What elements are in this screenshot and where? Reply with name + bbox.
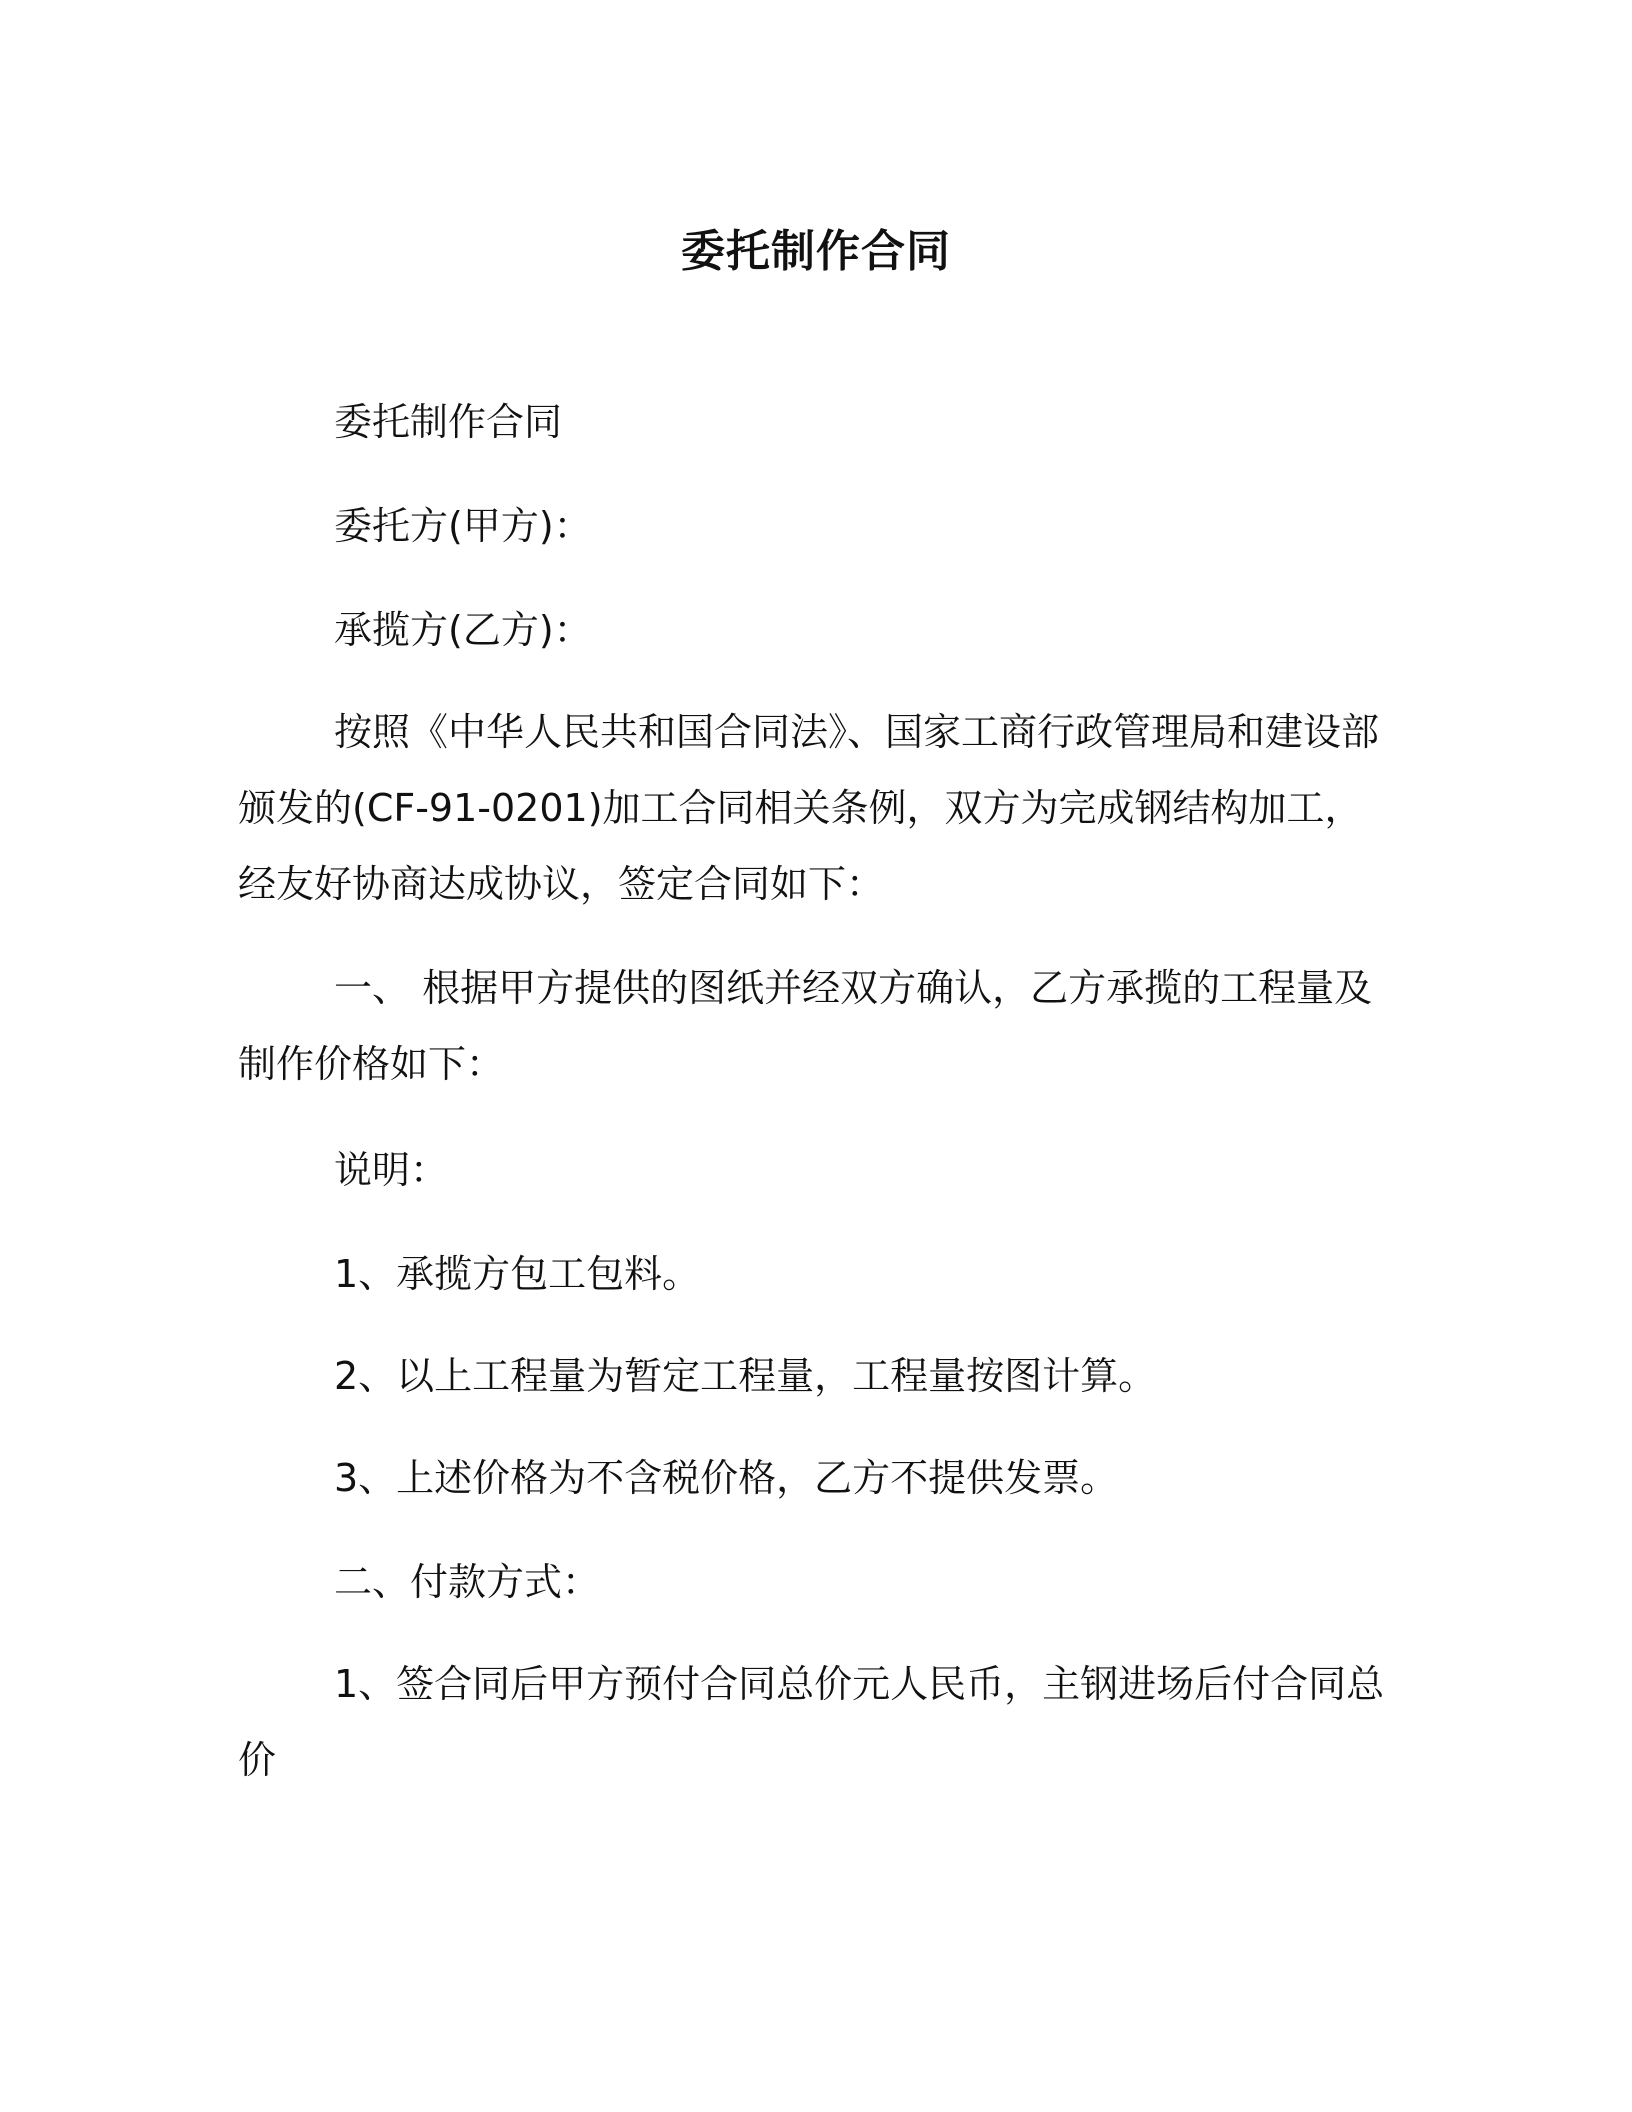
contract-heading: 委托制作合同 [334, 400, 563, 444]
note-item-1: 1、承揽方包工包料。 [334, 1252, 701, 1296]
payment-heading: 二、付款方式： [334, 1560, 601, 1604]
payment-item-1: 1、签合同后甲方预付合同总价元人民币，主钢进场后付合同总价 [238, 1662, 1385, 1782]
preamble-paragraph: 按照《中华人民共和国合同法》、国家工商行政管理局和建设部颁发的(CF-91-0201)加工合同相关条例，双方为完成钢结构加工，经友好协商达成协议，签定合同如下： [238, 710, 1380, 906]
party-a-line: 委托方(甲方)： [334, 504, 592, 548]
note-item-2: 2、以上工程量为暂定工程量，工程量按图计算。 [334, 1354, 1157, 1398]
party-b-line: 承揽方(乙方)： [334, 608, 592, 652]
document-title: 委托制作合同 [681, 226, 951, 277]
note-item-3: 3、上述价格为不含税价格，乙方不提供发票。 [334, 1456, 1119, 1500]
notes-heading: 说明： [334, 1148, 449, 1192]
clause-one-paragraph: 一、 根据甲方提供的图纸并经双方确认，乙方承揽的工程量及制作价格如下： [238, 966, 1373, 1086]
